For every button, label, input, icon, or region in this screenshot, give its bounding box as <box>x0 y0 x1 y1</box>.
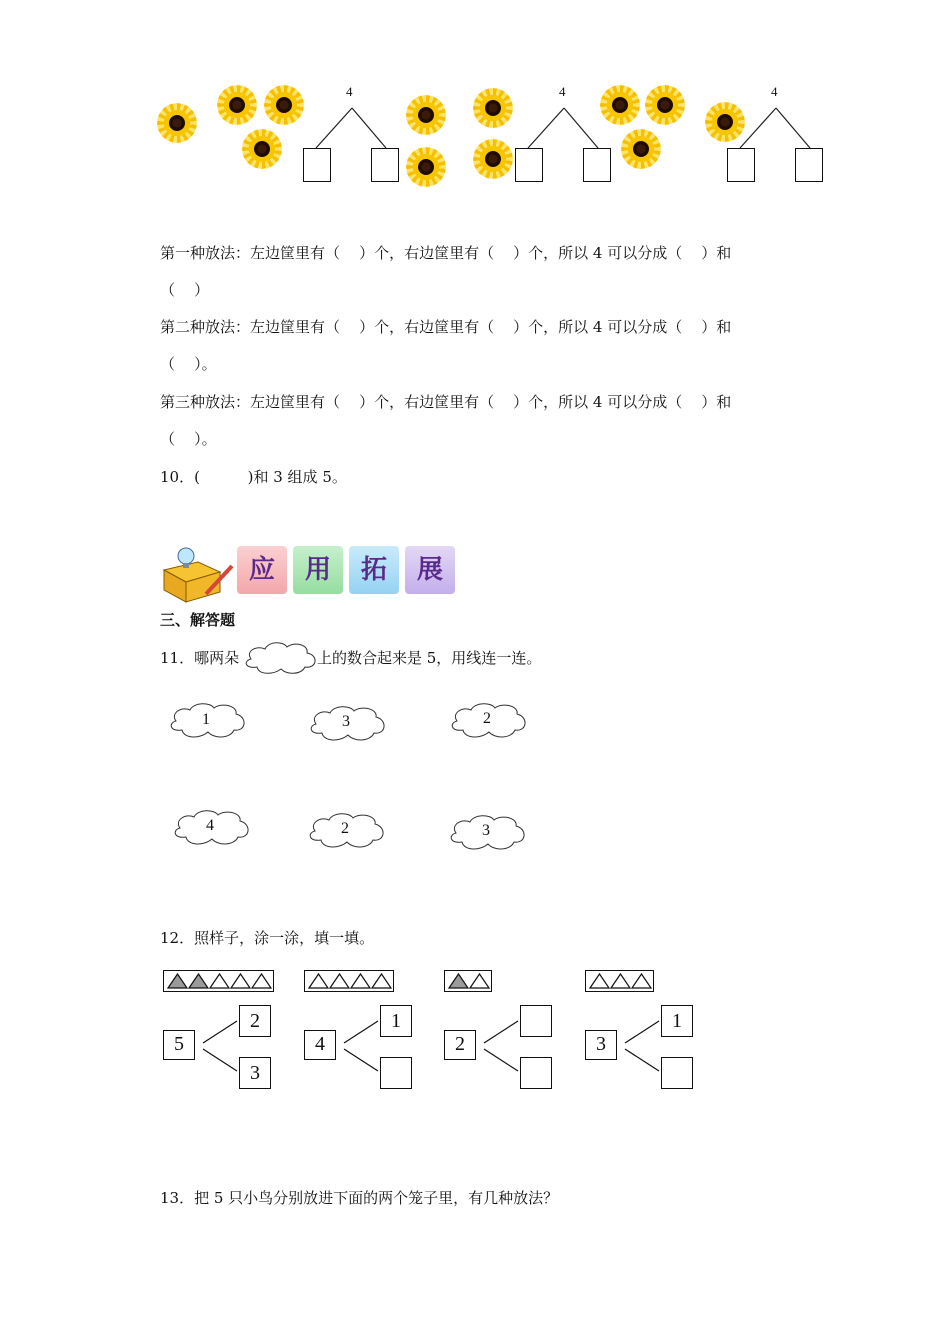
answer-box[interactable] <box>727 148 755 182</box>
fill-line-2-cont: （ ）。 <box>160 355 217 373</box>
cloud-number: 3 <box>482 822 490 839</box>
triangle-icon[interactable] <box>252 974 271 988</box>
triangle-icon[interactable] <box>372 974 391 988</box>
sunflower-icon <box>160 106 194 140</box>
answer-box[interactable] <box>583 148 611 182</box>
banner-tile: 用 <box>293 546 343 594</box>
cloud-number: 1 <box>202 711 210 728</box>
top-part-box[interactable] <box>520 1005 552 1037</box>
question-10: 10．( )和 3 组成 5。 <box>160 468 347 486</box>
top-part-box: 1 <box>661 1005 693 1037</box>
answer-box[interactable] <box>303 148 331 182</box>
cloud-number: 2 <box>483 710 491 727</box>
cloud-icon <box>243 641 323 675</box>
top-part-box: 2 <box>239 1005 271 1037</box>
fill-line-3: 第三种放法：左边筐里有（ ）个，右边筐里有（ ）个，所以 4 可以分成（ ）和 <box>160 393 732 411</box>
bottom-part-box: 3 <box>239 1057 271 1089</box>
question-13: 13．把 5 只小鸟分别放进下面的两个笼子里，有几种放法？ <box>160 1189 559 1207</box>
triangle-frame <box>585 970 654 992</box>
tree-top-number: 4 <box>346 84 353 99</box>
answer-box[interactable] <box>515 148 543 182</box>
triangle-frame <box>304 970 394 992</box>
sunflower-icon <box>220 88 254 122</box>
total-number-box: 2 <box>444 1030 476 1060</box>
section-heading: 三、解答题 <box>160 611 236 629</box>
triangle-icon[interactable] <box>210 974 229 988</box>
triangle-icon[interactable] <box>351 974 370 988</box>
triangle-frame <box>163 970 274 992</box>
fill-line-2: 第二种放法：左边筐里有（ ）个，右边筐里有（ ）个，所以 4 可以分成（ ）和 <box>160 318 732 336</box>
question-12: 12．照样子，涂一涂，填一填。 <box>160 929 375 947</box>
fill-line-1-cont: （ ） <box>160 281 210 299</box>
total-number-box: 3 <box>585 1030 617 1060</box>
tree-top-number: 4 <box>559 84 566 99</box>
triangle-icon[interactable] <box>590 974 609 988</box>
sunflower-icon <box>245 132 279 166</box>
sunflower-icon <box>476 142 510 176</box>
total-number-box: 5 <box>163 1030 195 1060</box>
shaded-triangle-icon[interactable] <box>168 974 187 988</box>
sunflower-icon <box>476 91 510 125</box>
cloud-number: 4 <box>206 817 214 834</box>
cloud-number: 3 <box>342 713 350 730</box>
total-number-box: 4 <box>304 1030 336 1060</box>
shaded-triangle-icon[interactable] <box>449 974 468 988</box>
triangle-icon[interactable] <box>309 974 328 988</box>
bottom-part-box[interactable] <box>661 1057 693 1089</box>
fill-line-3-cont: （ ）。 <box>160 430 217 448</box>
box-bulb-icon <box>158 544 238 604</box>
bottom-part-box[interactable] <box>380 1057 412 1089</box>
cloud-number: 2 <box>341 820 349 837</box>
triangle-icon[interactable] <box>470 974 489 988</box>
tree-top-number: 4 <box>771 84 778 99</box>
triangle-frame <box>444 970 492 992</box>
answer-box[interactable] <box>371 148 399 182</box>
triangle-icon[interactable] <box>231 974 250 988</box>
triangle-icon[interactable] <box>611 974 630 988</box>
banner-tile: 展 <box>405 546 455 594</box>
shaded-triangle-icon[interactable] <box>189 974 208 988</box>
q11-prefix: 11．哪两朵 <box>160 649 240 667</box>
banner-tile: 拓 <box>349 546 399 594</box>
answer-box[interactable] <box>795 148 823 182</box>
q11-suffix: 上的数合起来是 5，用线连一连。 <box>317 649 542 667</box>
sunflower-icon <box>648 88 682 122</box>
banner-tile: 应 <box>237 546 287 594</box>
sunflower-icon <box>267 88 301 122</box>
fill-line-1: 第一种放法：左边筐里有（ ）个，右边筐里有（ ）个，所以 4 可以分成（ ）和 <box>160 244 732 262</box>
triangle-icon[interactable] <box>632 974 651 988</box>
bottom-part-box[interactable] <box>520 1057 552 1089</box>
triangle-icon[interactable] <box>330 974 349 988</box>
top-part-box: 1 <box>380 1005 412 1037</box>
